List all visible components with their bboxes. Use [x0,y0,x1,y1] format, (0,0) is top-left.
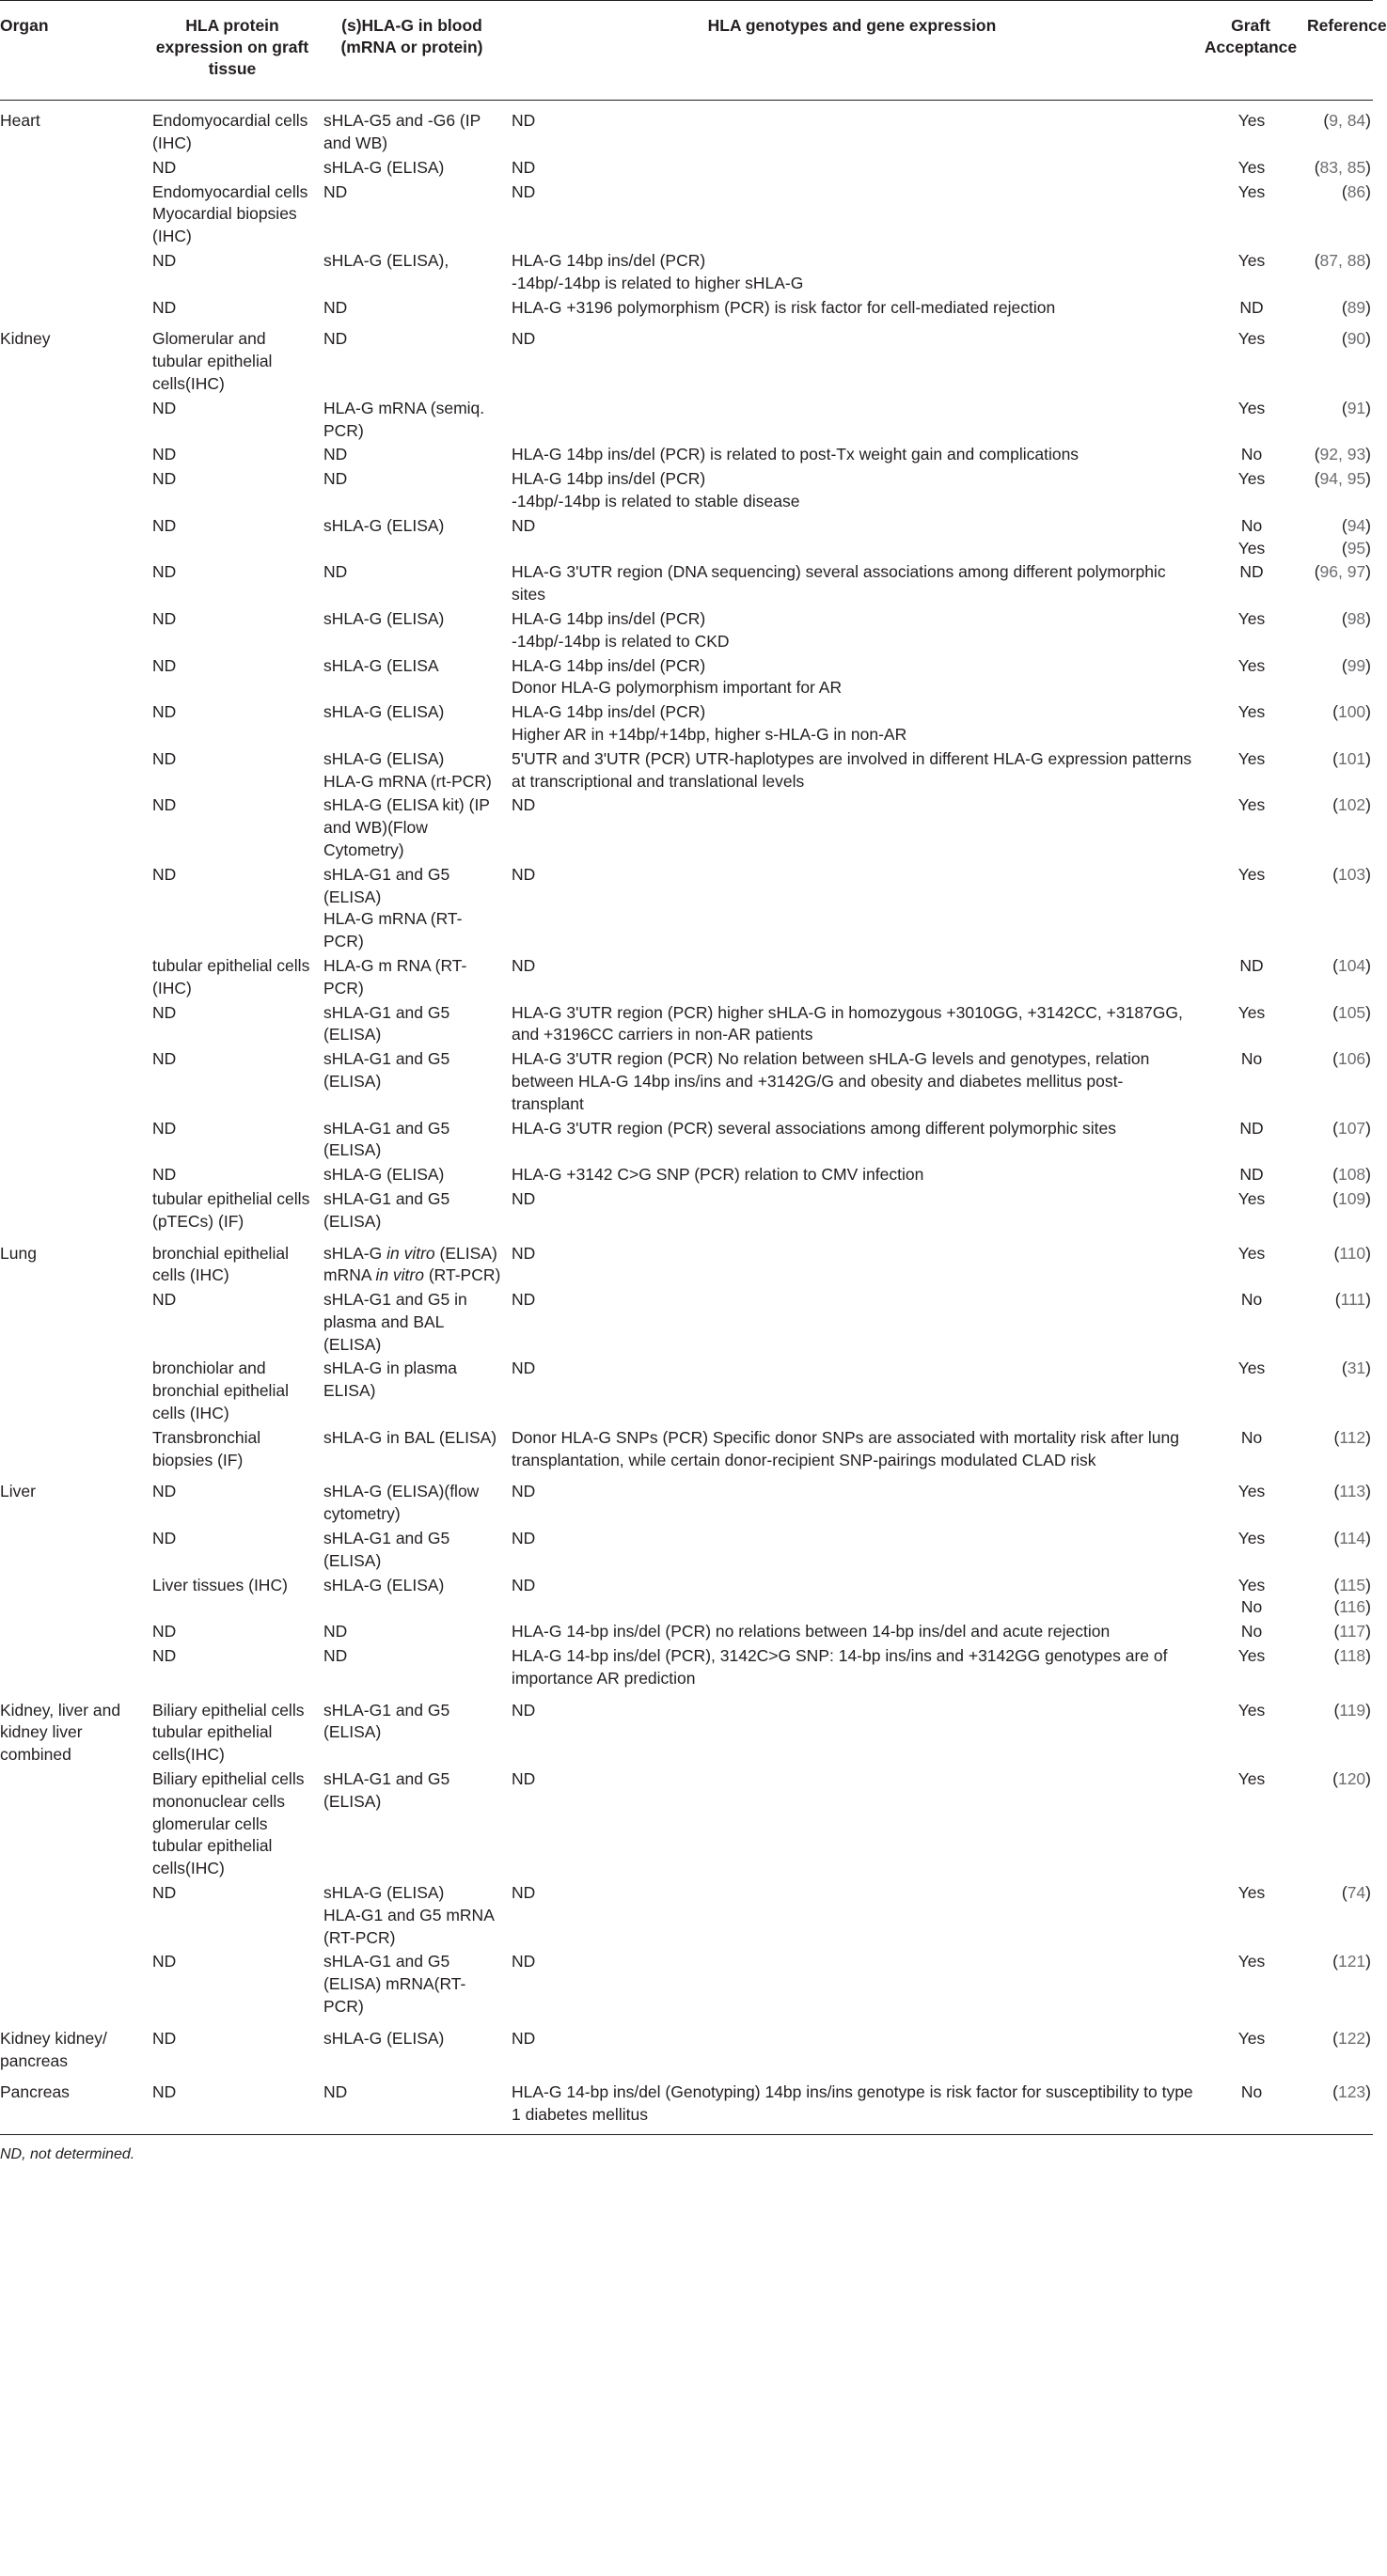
cell-graft: ND [1239,1165,1264,1185]
cell-blood: sHLA-G1 and G5 (ELISA) [323,1529,450,1570]
cell-organ [0,653,147,700]
cell-reference: (94, 95) [1314,469,1371,489]
cell-blood: sHLA-G1 and G5 (ELISA) mRNA(RT-PCR) [323,1952,466,2016]
cell-genotype: HLA-G 14bp ins/del (PCR) -14bp/-14bp is related to stable disease [512,469,800,510]
cell-reference: (123) [1303,2072,1373,2134]
table-row [0,1162,1373,1186]
cell-graft: No [1240,1427,1263,1447]
cell-blood: sHLA-G (ELISA) [323,157,445,177]
cell-genotype: 5'UTR and 3'UTR (PCR) UTR-haplotypes are involved in different HLA-G expression patterns at transcriptional and translational levels [512,748,1192,791]
cell-protein: ND [152,469,177,489]
cell-reference: (117) [1333,1622,1371,1641]
cell-organ: Heart [0,111,40,131]
cell-organ [0,1162,147,1186]
cell-genotype: HLA-G 14bp ins/del (PCR) -14bp/-14bp is related to higher sHLA-G [512,251,804,292]
cell-protein: ND [152,562,177,582]
cell-genotype: ND [512,795,536,815]
table-row [0,1116,1373,1163]
table-row [0,466,1373,513]
table-row [0,1471,1373,1526]
cell-genotype: ND [512,955,536,975]
cell-reference: (106) [1332,1049,1371,1069]
cell-blood: sHLA-G1 and G5 (ELISA) [323,1002,450,1045]
table-row [0,442,1373,466]
cell-reference: (105) [1332,1002,1371,1022]
cell-graft: Yes [1237,1769,1266,1789]
cell-genotype: ND [512,1529,536,1548]
table-row [0,746,1373,793]
header-protein: HLA protein expression on graft tissue [147,1,318,101]
cell-organ [0,396,147,443]
cell-protein: ND [152,1165,177,1185]
table-row [0,1000,1373,1047]
table-row [0,319,1373,395]
cell-genotype: ND [512,1243,536,1263]
cell-organ: Pancreas [0,2072,147,2134]
header-reference: Reference [1303,1,1373,101]
cell-graft: Yes [1237,702,1266,722]
cell-genotype: HLA-G 3'UTR region (PCR) No relation between sHLA-G levels and genotypes, relation between HLA-G 14bp ins/ins and +3142G/G and obesity and diabetes mellitus post-transplant [512,1049,1150,1113]
cell-graft: Yes [1237,157,1266,177]
cell-organ [0,1949,147,2018]
table-row [0,1046,1373,1115]
table-footnote: ND, not determined. [0,2145,135,2162]
cell-graft: Yes [1237,1952,1266,1971]
cell-protein: tubular epithelial cells (pTECs) (IF) [152,1188,310,1231]
cell-protein: ND [152,1290,177,1310]
table-row [0,513,1373,560]
table-body [0,101,1373,2135]
table-row [0,1767,1373,1880]
cell-protein: ND [152,251,177,271]
cell-organ [0,248,147,295]
table-row [0,2018,1373,2073]
cell-organ [0,1116,147,1163]
cell-blood: ND [323,1646,348,1666]
table-row [0,1619,1373,1643]
table-header [0,1,1387,101]
cell-blood: sHLA-G5 and -G6 (IP and WB) [323,111,481,153]
cell-genotype: HLA-G +3142 C>G SNP (PCR) relation to CMV infection [512,1165,924,1185]
cell-blood: sHLA-G (ELISA) [323,702,445,722]
cell-genotype: HLA-G 14-bp ins/del (Genotyping) 14bp ins/ins genotype is risk factor for susceptibility to type 1 diabetes mellitus [506,2072,1198,2134]
cell-blood: sHLA-G (ELISA kit) (IP and WB)(Flow Cytometry) [323,795,490,859]
cell-graft: No [1240,1049,1263,1069]
cell-blood: sHLA-G (ELISA) [323,1165,445,1185]
cell-blood: sHLA-G in BAL (ELISA) [323,1427,497,1447]
cell-reference: (86) [1341,181,1371,201]
cell-organ [0,1619,147,1643]
cell-protein: ND [152,515,177,535]
cell-protein: ND [152,1646,177,1666]
table-row [0,180,1373,248]
cell-reference: (112) [1333,1427,1371,1447]
cell-reference: (107) [1332,1118,1371,1138]
cell-organ [0,1767,147,1880]
cell-reference: (102) [1332,795,1371,815]
cell-protein: ND [152,445,177,464]
table-row [0,396,1373,443]
cell-graft: Yes [1237,1359,1266,1378]
cell-blood: ND [318,2072,506,2134]
cell-graft: No [1240,1290,1263,1310]
cell-blood: sHLA-G (ELISA) [323,1575,445,1594]
cell-organ [0,1356,147,1424]
cell-protein: ND [152,655,177,675]
cell-protein: ND [147,2072,318,2134]
cell-graft: Yes [1237,181,1266,201]
cell-genotype: ND [512,157,536,177]
cell-organ [0,1046,147,1115]
cell-graft: Yes [1237,1188,1266,1208]
cell-blood: ND [323,445,348,464]
cell-organ [0,155,147,180]
table-row [0,1949,1373,2018]
cell-organ [0,295,147,320]
table-row [0,2072,1373,2134]
cell-protein: ND [152,157,177,177]
cell-organ [0,1000,147,1047]
cell-protein: ND [152,297,177,317]
table-row [0,1880,1373,1949]
cell-graft: ND [1239,562,1264,582]
cell-protein: Liver tissues (IHC) [152,1575,288,1594]
cell-protein: ND [152,795,177,815]
table-row [0,101,1373,155]
cell-graft: Yes [1237,469,1266,489]
cell-genotype: ND [512,2028,536,2048]
cell-graft: No Yes [1237,515,1266,558]
cell-genotype: ND [512,515,536,535]
cell-protein: ND [152,2028,177,2048]
cell-blood: sHLA-G1 and G5 (ELISA) [323,1188,450,1231]
table-row [0,606,1373,653]
cell-organ: Kidney kidney/ pancreas [0,2028,107,2070]
cell-blood: sHLA-G1 and G5 (ELISA) [323,1049,450,1091]
cell-protein: ND [152,608,177,628]
table-row [0,1287,1373,1356]
table-row [0,1690,1373,1767]
cell-protein: bronchial epithelial cells (IHC) [152,1243,289,1285]
cell-graft: Yes No [1237,1575,1266,1617]
cell-genotype: HLA-G 3'UTR region (PCR) several associations among different polymorphic sites [512,1118,1116,1138]
cell-genotype [506,396,1198,443]
table-row [0,155,1373,180]
cell-protein: Endomyocardial cells (IHC) [152,111,308,153]
cell-reference: (101) [1332,748,1371,768]
cell-genotype: HLA-G 14bp ins/del (PCR) Donor HLA-G polymorphism important for AR [512,655,843,698]
cell-genotype: ND [512,1883,536,1903]
cell-graft: ND [1239,955,1264,975]
cell-graft: Yes [1237,251,1266,271]
cell-genotype: HLA-G 14bp ins/del (PCR) -14bp/-14bp is related to CKD [512,608,730,651]
cell-graft: Yes [1237,329,1266,349]
cell-blood: ND [323,297,348,317]
cell-blood: ND [323,562,348,582]
cell-protein: ND [152,1529,177,1548]
cell-reference: (113) [1333,1482,1371,1501]
cell-genotype: ND [512,864,536,884]
cell-graft: Yes [1237,1243,1266,1263]
cell-organ [0,862,147,953]
cell-reference: (103) [1332,864,1371,884]
cell-reference: (74) [1341,1883,1371,1903]
cell-reference: (111) [1334,1290,1371,1310]
cell-graft: Yes [1237,655,1266,675]
cell-organ [0,746,147,793]
cell-blood: sHLA-G (ELISA)(flow cytometry) [323,1482,480,1524]
table-row [0,793,1373,861]
cell-graft: Yes [1237,1700,1266,1720]
cell-reference: (99) [1341,655,1371,675]
cell-organ: Liver [0,1482,36,1501]
cell-genotype: ND [512,329,536,349]
cell-reference: (91) [1341,398,1371,417]
cell-reference: (92, 93) [1314,445,1371,464]
cell-organ [0,793,147,861]
cell-reference: (118) [1333,1646,1371,1666]
cell-blood: sHLA-G (ELISA) HLA-G1 and G5 mRNA (RT-PCR) [323,1883,494,1947]
cell-blood: ND [323,329,348,349]
cell-genotype: HLA-G 3'UTR region (PCR) higher sHLA-G in homozygous +3010GG, +3142CC, +3187GG, and +3196CC carriers in non-AR patients [512,1002,1183,1045]
cell-organ: Kidney [0,329,51,349]
cell-reference: (89) [1341,297,1371,317]
cell-protein: ND [152,1049,177,1069]
cell-reference: (119) [1333,1700,1371,1720]
cell-reference: (83, 85) [1314,157,1371,177]
cell-organ [0,953,147,1000]
header-organ: Organ [0,1,147,101]
cell-graft: Yes [1237,1646,1266,1666]
cell-reference: (109) [1332,1188,1371,1208]
cell-blood: ND [323,181,348,201]
cell-graft: Yes [1237,608,1266,628]
table-row [0,1643,1373,1690]
cell-genotype: HLA-G 3'UTR region (DNA sequencing) several associations among different polymorphic sites [512,562,1166,605]
header-graft: Graft Acceptance [1198,1,1303,101]
cell-protein: ND [152,748,177,768]
cell-blood: HLA-G m RNA (RT-PCR) [323,955,467,997]
cell-organ [0,442,147,466]
cell-blood: sHLA-G (ELISA), [323,251,449,271]
cell-protein: ND [152,398,177,417]
cell-protein: ND [152,1002,177,1022]
cell-reference: (121) [1332,1952,1371,1971]
cell-organ [0,466,147,513]
cell-genotype: ND [512,1700,536,1720]
cell-graft: Yes [1237,748,1266,768]
cell-genotype: Donor HLA-G SNPs (PCR) Specific donor SNPs are associated with mortality risk after lung transplantation, while certain donor-recipient SNP-pairings modulated CLAD risk [512,1427,1179,1469]
cell-graft: No [1240,1622,1263,1641]
cell-organ [0,513,147,560]
cell-graft: Yes [1237,1002,1266,1022]
cell-protein: ND [152,1118,177,1138]
table-row [0,699,1373,746]
cell-protein: Transbronchial biopsies (IF) [152,1427,261,1469]
cell-genotype: ND [512,1290,536,1310]
cell-organ: Kidney, liver and kidney liver combined [0,1700,121,1765]
cell-graft: ND [1239,297,1264,317]
cell-reference: (9, 84) [1323,111,1371,131]
table-row [0,953,1373,1000]
cell-genotype: ND [512,1952,536,1971]
cell-organ [0,1880,147,1949]
cell-reference: (31) [1341,1359,1371,1378]
cell-organ [0,606,147,653]
cell-organ [0,559,147,606]
cell-protein: ND [152,1622,177,1641]
table-row [0,559,1373,606]
cell-blood: sHLA-G1 and G5 (ELISA) [323,1700,450,1742]
cell-blood: sHLA-G (ELISA) [323,608,445,628]
cell-protein: bronchiolar and bronchial epithelial cells (IHC) [152,1359,289,1423]
cell-blood: sHLA-G (ELISA) HLA-G mRNA (rt-PCR) [323,748,492,791]
table-row [0,653,1373,700]
cell-blood: sHLA-G (ELISA) [323,2028,445,2048]
table-row [0,1233,1373,1288]
cell-reference: (110) [1333,1243,1371,1263]
cell-protein: Glomerular and tubular epithelial cells(IHC) [152,329,273,394]
cell-organ [0,1643,147,1690]
cell-genotype: ND [512,1769,536,1789]
table-row [0,295,1373,320]
cell-protein: tubular epithelial cells (IHC) [152,955,310,997]
cell-genotype: ND [512,1575,536,1594]
cell-graft: Yes [1237,2028,1266,2048]
cell-graft: Yes [1237,398,1266,417]
cell-graft: No [1198,2072,1303,2134]
cell-protein: ND [152,1952,177,1971]
table-row [0,1526,1373,1573]
cell-reference: (90) [1341,329,1371,349]
cell-graft: Yes [1237,1883,1266,1903]
cell-blood: sHLA-G (ELISA) [323,515,445,535]
cell-organ: Lung [0,1243,37,1263]
cell-protein: ND [152,1482,177,1501]
cell-genotype: ND [512,181,536,201]
cell-protein: ND [152,1883,177,1903]
cell-graft: Yes [1237,1529,1266,1548]
cell-blood: HLA-G mRNA (semiq. PCR) [323,398,485,440]
cell-reference: (104) [1332,955,1371,975]
cell-genotype: HLA-G 14bp ins/del (PCR) is related to post-Tx weight gain and complications [512,445,1080,464]
cell-graft: Yes [1237,111,1266,131]
cell-blood: sHLA-G1 and G5 (ELISA) [323,1118,450,1160]
cell-reference: (122) [1332,2028,1371,2048]
cell-protein: ND [152,864,177,884]
table-row [0,1356,1373,1424]
table-row [0,862,1373,953]
cell-genotype: ND [512,1188,536,1208]
cell-organ [0,1526,147,1573]
cell-blood: sHLA-G (ELISA [323,655,439,675]
cell-blood: sHLA-G in vitro (ELISA) mRNA in vitro (RT-PCR) [323,1243,501,1285]
cell-genotype: ND [512,111,536,131]
cell-reference: (96, 97) [1314,562,1371,582]
header-blood: (s)HLA-G in blood (mRNA or protein) [318,1,506,101]
cell-genotype: HLA-G 14bp ins/del (PCR) Higher AR in +14bp/+14bp, higher s-HLA-G in non-AR [512,702,907,744]
cell-reference: (115) (116) [1333,1575,1371,1617]
cell-graft: ND [1239,1118,1264,1138]
cell-reference: (108) [1332,1165,1371,1185]
cell-genotype: HLA-G 14-bp ins/del (PCR), 3142C>G SNP: 14-bp ins/ins and +3142GG genotypes are of importance AR prediction [512,1646,1168,1688]
cell-organ [0,699,147,746]
cell-organ [0,1425,147,1472]
cell-blood: sHLA-G in plasma ELISA) [323,1359,457,1401]
table-row [0,1425,1373,1472]
cell-protein: Biliary epithelial cells tubular epithelial cells(IHC) [152,1700,305,1765]
cell-organ [0,1186,147,1233]
cell-protein: Biliary epithelial cells mononuclear cells glomerular cells tubular epithelial cells(IHC) [152,1769,305,1878]
cell-blood: sHLA-G1 and G5 (ELISA) HLA-G mRNA (RT-PCR) [323,864,463,951]
cell-reference: (94) (95) [1341,515,1371,558]
cell-reference: (98) [1341,608,1371,628]
cell-graft: Yes [1237,1482,1266,1501]
cell-protein: ND [152,702,177,722]
cell-blood: sHLA-G1 and G5 (ELISA) [323,1769,450,1811]
cell-genotype: ND [512,1359,536,1378]
cell-genotype: HLA-G 14-bp ins/del (PCR) no relations between 14-bp ins/del and acute rejection [512,1622,1111,1641]
cell-reference: (114) [1333,1529,1371,1548]
cell-blood: ND [323,469,348,489]
table-row [0,248,1373,295]
table-row [0,1186,1373,1233]
cell-organ [0,1287,147,1356]
cell-graft: Yes [1237,795,1266,815]
header-genotype: HLA genotypes and gene expression [506,1,1198,101]
cell-blood: sHLA-G1 and G5 in plasma and BAL (ELISA) [323,1290,467,1354]
cell-reference: (87, 88) [1314,251,1371,271]
cell-organ [0,180,147,248]
cell-organ [0,1573,147,1620]
cell-reference: (120) [1332,1769,1371,1789]
cell-genotype: HLA-G +3196 polymorphism (PCR) is risk factor for cell-mediated rejection [512,297,1056,317]
table-row [0,1573,1373,1620]
cell-genotype: ND [512,1482,536,1501]
cell-blood: ND [323,1622,348,1641]
cell-graft: Yes [1237,864,1266,884]
cell-graft: No [1240,445,1263,464]
cell-reference: (100) [1332,702,1371,722]
cell-protein: Endomyocardial cells Myocardial biopsies (IHC) [152,181,308,246]
